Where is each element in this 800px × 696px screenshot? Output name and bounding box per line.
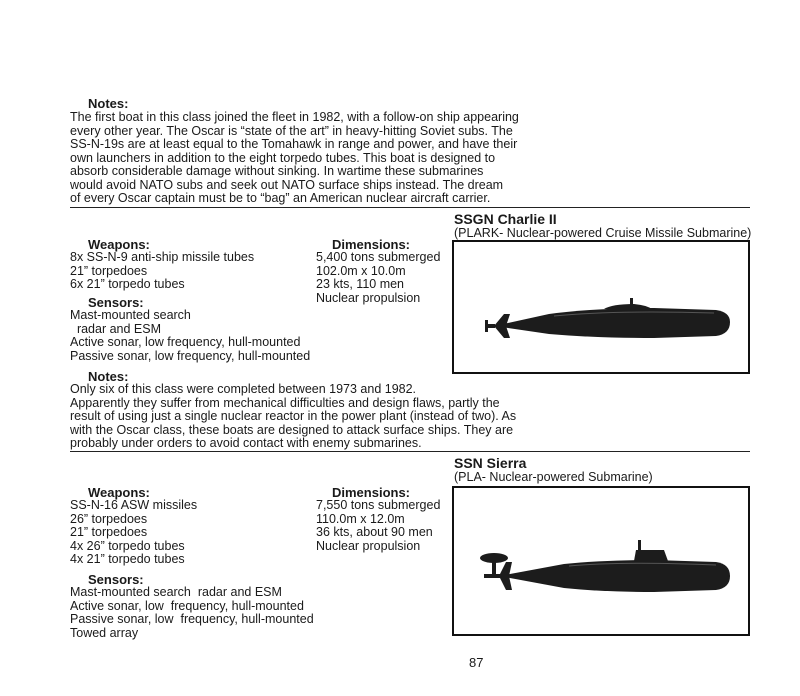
section-divider (70, 451, 750, 452)
dimension-item: 102.0m x 10.0m (316, 263, 406, 278)
weapon-item: 4x 26” torpedo tubes (70, 538, 185, 553)
charlie-illustration-frame (452, 240, 750, 374)
weapon-item: 6x 21” torpedo tubes (70, 277, 185, 291)
dimension-item: 23 kts, 110 men (316, 277, 405, 291)
charlie-subtitle: (PLARK- Nuclear-powered Cruise Missile Submarine) (454, 226, 752, 240)
sierra-title: SSN Sierra (454, 455, 527, 471)
charlie-dimensions-list (316, 251, 440, 305)
weapon-item: 21” torpedoes (70, 263, 148, 278)
sensor-item: Passive sonar, low frequency, hull-mounted (70, 612, 314, 626)
section-divider (70, 207, 750, 208)
charlie-title: SSGN Charlie II (454, 211, 557, 227)
page-number: 87 (469, 655, 484, 670)
sierra-dimensions-heading: Dimensions: (332, 485, 411, 500)
notes-line: Only six of this class were completed between 1973 and 1982. (70, 382, 417, 396)
charlie-weapons-list (70, 251, 254, 292)
charlie-dimensions-heading: Dimensions: (332, 237, 411, 252)
sierra-sensors-heading: Sensors: (88, 572, 144, 587)
dimension-item: 36 kts, about 90 men (316, 525, 433, 539)
charlie-sensors-heading: Sensors: (88, 295, 144, 310)
sensor-item: Mast-mounted search radar and ESM (70, 585, 282, 599)
intro-line: The first boat in this class joined the fleet in 1982, with a follow-on ship appearing (70, 110, 519, 124)
intro-line: every other year. The Oscar is “state of the art” in heavy-hitting Soviet subs. The (70, 123, 513, 138)
notes-line: Apparently they suffer from mechanical difficulties and design flaws, partly the (70, 395, 500, 410)
sensor-item: Towed array (70, 625, 139, 640)
sensor-item: Passive sonar, low frequency, hull-mounted (70, 348, 311, 363)
intro-line: SS-N-19s are at least equal to the Tomahawk in range and power, and have their (70, 137, 518, 151)
charlie-weapons-heading: Weapons: (88, 237, 150, 252)
intro-line: absorb considerable damage without sinking. In wartime these submarines (70, 164, 484, 178)
dimension-item: 5,400 tons submerged (316, 250, 441, 264)
sierra-illustration-frame (452, 486, 750, 636)
charlie-notes-text (70, 383, 516, 451)
sensor-item: Active sonar, low frequency, hull-mounted (70, 335, 301, 349)
weapon-item: 21” torpedoes (70, 525, 148, 539)
sensor-item: radar and ESM (70, 321, 162, 336)
charlie-sensors-list (70, 309, 310, 363)
notes-line: result of using just a single nuclear reactor in the power plant (instead of two). As (70, 409, 517, 423)
weapon-item: 8x SS-N-9 anti-ship missile tubes (70, 250, 255, 264)
notes-line: probably under orders to avoid contact with enemy submarines. (70, 436, 422, 450)
sensor-item: Mast-mounted search (70, 308, 191, 322)
notes-line: with the Oscar class, these boats are designed to attack surface ships. They are (70, 422, 514, 437)
intro-notes-heading: Notes: (88, 96, 129, 111)
weapon-item: 4x 21” torpedo tubes (70, 552, 185, 566)
intro-notes-text (70, 110, 519, 206)
dimension-item: Nuclear propulsion (316, 538, 421, 553)
charlie-submarine-silhouette (454, 242, 748, 372)
sierra-sensors-list (70, 586, 314, 640)
sierra-subtitle: (PLA- Nuclear-powered Submarine) (454, 470, 653, 484)
weapon-item: 26” torpedoes (70, 511, 148, 526)
weapon-item: SS-N-16 ASW missiles (70, 498, 198, 512)
sierra-weapons-list (70, 499, 197, 567)
sierra-submarine-silhouette (454, 488, 748, 634)
dimension-item: 110.0m x 12.0m (316, 511, 405, 526)
charlie-notes-heading: Notes: (88, 369, 129, 384)
dimension-item: Nuclear propulsion (316, 290, 421, 305)
sierra-dimensions-list (316, 499, 440, 553)
sensor-item: Active sonar, low frequency, hull-mounted (70, 598, 304, 613)
sierra-weapons-heading: Weapons: (88, 485, 150, 500)
intro-line: would avoid NATO subs and seek out NATO surface ships instead. The dream (70, 177, 504, 192)
intro-line: of every Oscar captain must be to “bag” an American nuclear aircraft carrier. (70, 191, 491, 205)
dimension-item: 7,550 tons submerged (316, 498, 441, 512)
intro-line: own launchers in addition to the eight torpedo tubes. This boat is designed to (70, 150, 496, 165)
